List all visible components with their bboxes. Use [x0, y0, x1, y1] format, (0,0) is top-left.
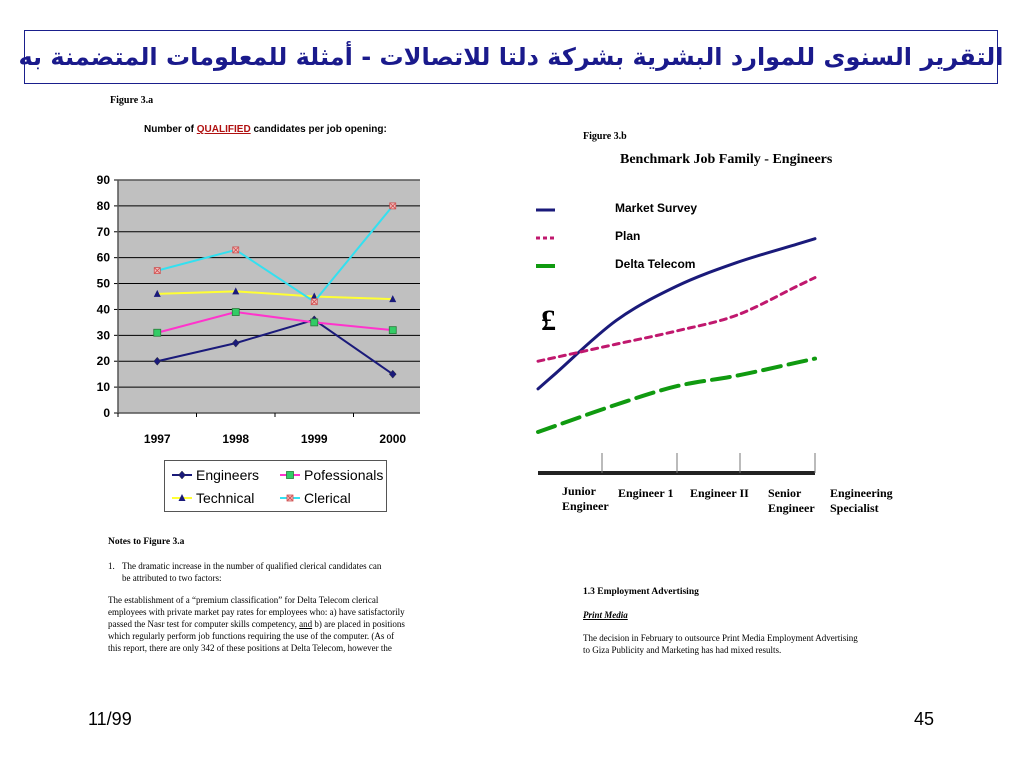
notes-item-line-1: The dramatic increase in the number of qualified clerical candidates can	[122, 561, 382, 571]
notes-block	[108, 536, 448, 654]
y-tick-label: 20	[96, 354, 110, 369]
y-axis-currency-symbol: £	[541, 304, 556, 337]
x-tick-label: Engineer II	[690, 486, 749, 500]
legend-swatch	[535, 254, 615, 274]
legend-item-technical	[171, 490, 254, 506]
figure-b-title: Benchmark Job Family - Engineers	[620, 152, 833, 167]
data-point-pofessionals	[389, 327, 396, 334]
legend-swatch	[535, 226, 615, 246]
y-tick-label: 0	[103, 406, 110, 420]
y-tick-label: 40	[96, 302, 110, 317]
figure-b-label: Figure 3.b	[583, 131, 627, 142]
legend-label: Engineers	[196, 467, 260, 483]
section-para-line-2: to Giza Publicity and Marketing has had mixed results.	[583, 645, 782, 655]
notes-para-line-2: employees with private market pay rates for employees who: a) have satisfactorily	[108, 607, 405, 617]
y-tick-label: 50	[96, 276, 110, 291]
x-tick-label: Junior Engineer	[562, 484, 609, 513]
y-tick-label: 10	[96, 380, 110, 395]
figure-a-title-prefix: Number of	[144, 124, 197, 135]
x-tick-label: Senior Engineer	[768, 486, 815, 515]
legend-label: Technical	[196, 490, 255, 506]
x-tick-label: 1998	[222, 432, 250, 446]
legend-swatch	[171, 492, 193, 504]
notes-item-number: 1.	[108, 561, 115, 571]
figure-a-title-suffix: candidates per job opening:	[250, 124, 387, 135]
legend-item-plan	[535, 226, 640, 246]
data-point-pofessionals	[311, 319, 318, 326]
figure-a-line-chart	[80, 165, 420, 455]
x-tick-label: Engineer 1	[618, 486, 674, 500]
legend-swatch-marker	[179, 471, 186, 479]
legend-swatch	[279, 492, 301, 504]
figure-a-label: Figure 3.a	[110, 95, 154, 106]
legend-label: Delta Telecom	[615, 257, 696, 271]
data-point-pofessionals	[232, 309, 239, 316]
footer-date: 11/99	[88, 709, 132, 729]
footer-page-number: 45	[914, 709, 935, 729]
section-heading: 1.3 Employment Advertising	[583, 587, 699, 597]
notes-item	[108, 560, 448, 584]
legend-swatch	[171, 469, 193, 481]
legend-label: Plan	[615, 229, 641, 243]
notes-para-line-4: which regularly perform job functions requiring the use of the computer. (As of	[108, 631, 395, 641]
y-tick-label: 90	[96, 173, 110, 187]
notes-paragraph	[108, 594, 448, 654]
section-paragraph	[583, 632, 923, 656]
legend-item-pofessionals	[279, 467, 383, 483]
section-para-line-1: The decision in February to outsource Print Media Employment Advertising	[583, 633, 858, 643]
page-title: التقرير السنوى للموارد البشرية بشركة دلتا للاتصالات - أمثلة للمعلومات المتضمنة به	[18, 43, 1004, 71]
plot-area	[118, 180, 420, 413]
legend-label: Market Survey	[615, 201, 698, 215]
legend-label: Pofessionals	[304, 467, 384, 483]
legend-swatch-marker	[287, 472, 294, 479]
legend-item-clerical	[279, 490, 351, 506]
legend-swatch	[535, 198, 615, 218]
series-line-plan	[538, 278, 815, 362]
y-tick-label: 70	[96, 224, 110, 239]
x-tick-label: 2000	[379, 432, 407, 446]
notes-para-line-3: passed the Nasr test for computer skills competency, and b) are placed in positions	[108, 619, 405, 629]
x-tick-label: Engineering Specialist	[830, 486, 893, 515]
data-point-pofessionals	[154, 329, 161, 336]
legend-item-delta-telecom	[535, 254, 695, 274]
notes-item-line-2: be attributed to two factors:	[122, 573, 222, 583]
legend-item-engineers	[171, 467, 259, 483]
figure-b-legend	[535, 198, 735, 278]
notes-heading: Notes to Figure 3.a	[108, 537, 185, 547]
title-banner	[18, 30, 1004, 84]
notes-para-line-1: The establishment of a “premium classification” for Delta Telecom clerical	[108, 595, 379, 605]
section-subheading: Print Media	[583, 610, 628, 620]
figure-a-title-highlight: QUALIFIED	[196, 124, 251, 135]
figure-a-title	[144, 124, 387, 135]
x-tick-label: 1999	[300, 432, 328, 446]
legend-label: Clerical	[304, 490, 351, 506]
series-line-delta-telecom	[538, 359, 815, 432]
figure-a-legend	[164, 460, 387, 512]
notes-para-line-5: this report, there are only 342 of these positions at Delta Telecom, however the	[108, 643, 392, 653]
y-tick-label: 60	[96, 250, 110, 265]
y-tick-label: 30	[96, 328, 110, 343]
x-tick-label: 1997	[143, 432, 171, 446]
legend-swatch	[279, 469, 301, 481]
legend-item-market-survey	[535, 198, 697, 218]
section-advertising	[583, 586, 923, 656]
y-tick-label: 80	[96, 198, 110, 213]
